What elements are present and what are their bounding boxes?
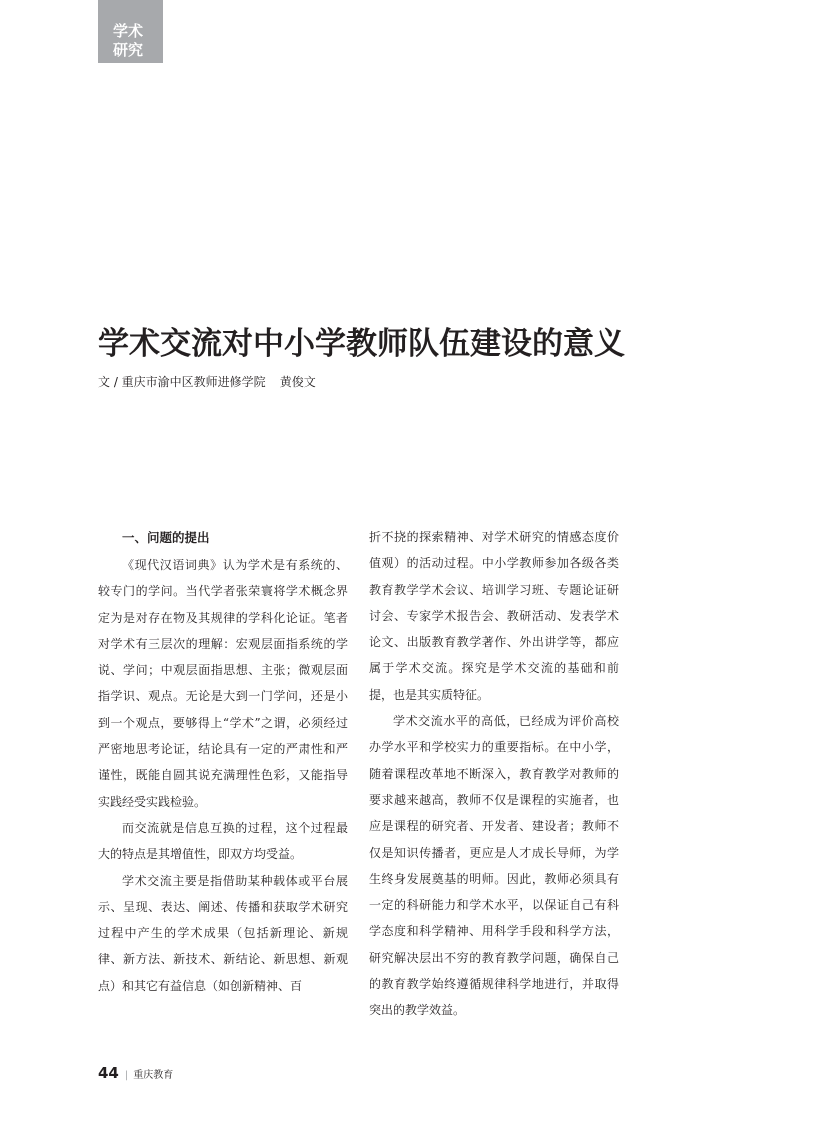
publication-name: 重庆教育 [133,1070,174,1081]
byline-affiliation: 文 / 重庆市渝中区教师进修学院 [98,375,266,389]
page-footer [98,1064,173,1085]
section-tab [98,0,163,63]
paragraph: 学术交流主要是指借助某种载体或平台展示、呈现、表达、阐述、传播和获取学术研究过程中产生的学术成果（包括新理论、新规律、新方法、新技术、新结论、新思想、新观点）和其它有益信息（如创新精神、百 [98,873,348,993]
paragraph-continuation: 折不挠的探索精神、对学术研究的情感态度价值观）的活动过程。中小学教师参加各级各类教育教学学术会议、培训学习班、专题论证研讨会、专家学术报告会、教研活动、发表学术论文、出版教育教学著作、外出讲学等，都应属于学术交流。探究是学术交流的基础和前提，也是其实质特征。 [369,530,619,702]
left-column [98,524,348,999]
footer-separator: | [124,1070,129,1081]
page-number: 44 [98,1064,119,1082]
paragraph: 《现代汉语词典》认为学术是有系统的、较专门的学问。当代学者张荣寰将学术概念界定为是对存在物及其规律的学科化论证。笔者对学术有三层次的理解：宏观层面指系统的学说、学问；中观层面指思想、主张；微观层面指学识、观点。无论是大到一门学问，还是小到一个观点，要够得上“学术”之谓，必须经过严密地思考论证，结论具有一定的严肃性和严谨性，既能自圆其说充满理性色彩，又能指导实践经受实践检验。 [98,558,348,809]
byline [98,373,316,391]
section-tab-line1: 学术 [113,22,144,40]
section-tab-line2: 研究 [113,41,144,59]
paragraph: 而交流就是信息互换的过程，这个过程最大的特点是其增值性，即双方均受益。 [98,820,348,862]
article-title: 学术交流对中小学教师队伍建设的意义 [98,326,625,362]
paragraph: 学术交流水平的高低，已经成为评价高校办学水平和学校实力的重要指标。在中小学，随着课程改革地不断深入，教育教学对教师的要求越来越高，教师不仅是课程的实施者，也应是课程的研究者、开发者、建设者；教师不仅是知识传播者，更应是人才成长导师，为学生终身发展奠基的明师。因此，教师必须具有一定的科研能力和学术水平，以保证自己有科学态度和科学精神、用科学手段和科学方法，研究解决层出不穷的教育教学问题，确保自己的教育教学始终遵循规律科学地进行，并取得突出的教学效益。 [369,714,619,1018]
right-column [369,524,619,1024]
byline-author: 黄俊文 [279,375,316,389]
section-heading: 一、问题的提出 [122,530,210,545]
